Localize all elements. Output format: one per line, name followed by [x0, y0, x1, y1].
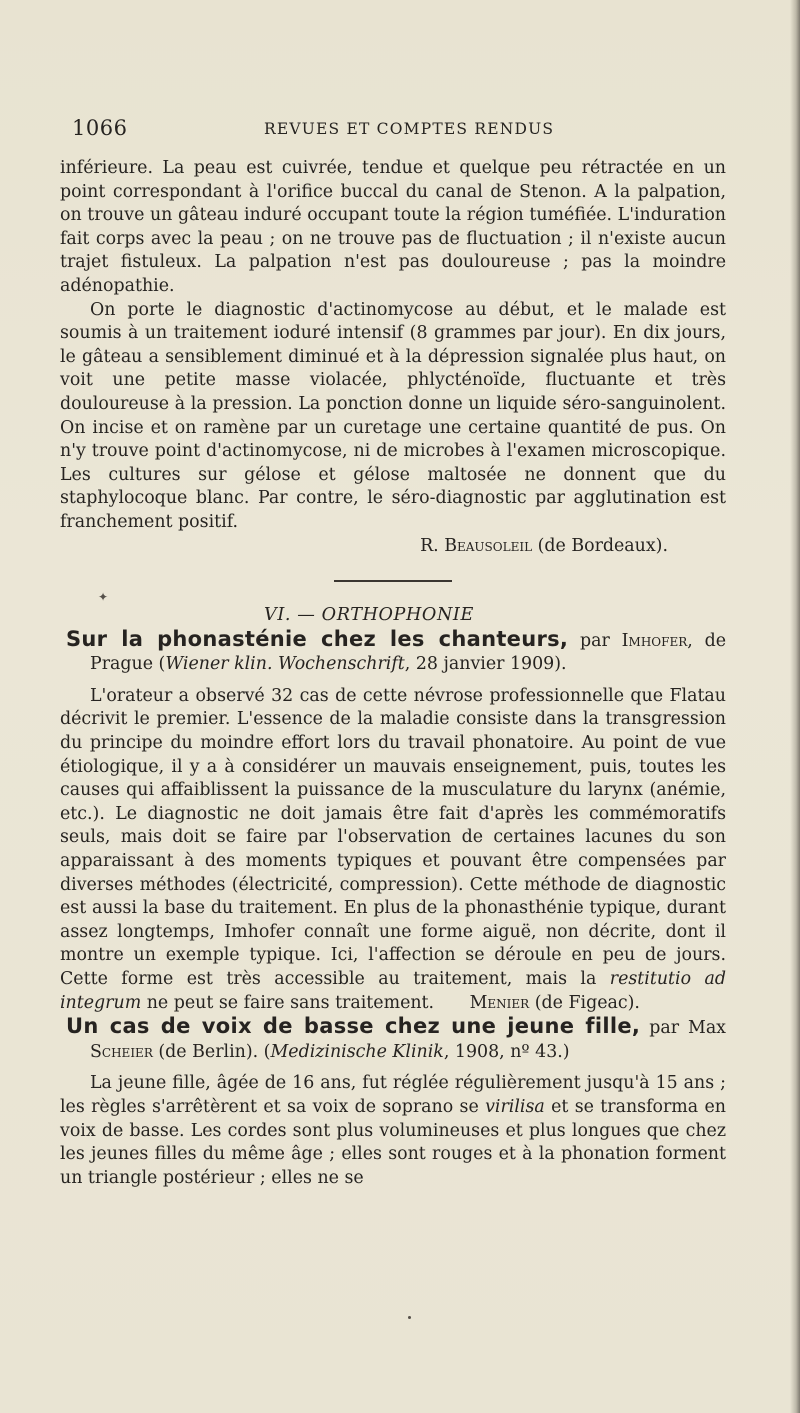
signature — [470, 993, 640, 1013]
article-by: par — [580, 630, 610, 651]
body-text: L'orateur a observé 32 cas de cette névrose professionnelle que Flatau décrivit le premier. L'essence de la maladie consiste dans la transgression du principe du moindre effort lors du travail phonatoire. Au point de vue étiologique, il y a à considérer un mauvais enseignement, puis, toutes les causes qui affaiblissent la puissance de la musculature du larynx (anémie, etc.). Le diagnostic ne doit jamais être fait d'après les commémoratifs seuls, mais doit se faire par l'observation de certaines lacunes du son apparaissant à des moments typiques et pouvant être compensées par diverses méthodes (électricité, compression). Cette méthode de diagnostic est aussi la base du traitement. En plus de la phonasthénie typique, durant assez longtemps, Imhofer connaît une forme aiguë, non décrite, dont il montre un exemple typique. Ici, l'affection se déroule en peu de jours. Cette forme est très accessible au traitement, mais la — [60, 685, 726, 989]
article-author: Imhofer — [621, 630, 688, 651]
paragraph — [60, 685, 726, 1015]
paragraph: inférieure. La peau est cuivrée, tendue et quelque peu rétractée en un point correspondant à l'orifice buccal du canal de Stenon. A la palpation, on trouve un gâteau induré occupant toute la région tuméfiée. L'induration fait corps avec la peau ; on ne trouve pas de fluctuation ; il n'existe aucun trajet fistuleux. La palpation n'est pas douloureuse ; pas la moindre adénopathie. — [60, 158, 726, 296]
article-by: par Max — [649, 1018, 726, 1039]
body-text: ne peut se faire sans traitement. — [141, 992, 435, 1013]
body-text: et se transforma en voix de basse. Les cordes sont plus volumineuses et plus longues que chez les jeunes filles du même âge ; elles sont rouges et à la phonation forment un triangle postérieur ; elles ne se — [60, 1096, 726, 1188]
body-text: La jeune fille, âgée de 16 ans, fut réglée régulièrement jusqu'à 15 ans ; les règles s'arrêtèrent et sa voix de soprano se — [60, 1073, 726, 1117]
article-journal: Medizinische Klinik — [270, 1041, 444, 1062]
running-title: REVUES ET COMPTES RENDUS — [264, 120, 555, 138]
signature — [60, 535, 726, 559]
stray-mark: ✦ — [98, 590, 109, 604]
article-title: Sur la phonasténie chez les chanteurs, — [66, 626, 569, 651]
article-heading — [60, 628, 726, 677]
page-number: 1066 — [72, 116, 128, 140]
article-date: , 1908, nº 43.) — [443, 1041, 570, 1062]
stray-dot — [408, 1316, 411, 1319]
article-author-place: (de Berlin). ( — [152, 1041, 271, 1062]
article-author: Scheier — [90, 1041, 153, 1062]
paragraph — [60, 1072, 726, 1190]
latin-phrase: restitutio ad integrum — [60, 969, 726, 1013]
text-column — [60, 157, 726, 1190]
signature-name: R. Beausoleil — [420, 535, 533, 556]
signature-name: Menier — [469, 992, 530, 1013]
article-date: , 28 janvier 1909). — [404, 654, 567, 675]
article-author-place: , de Prague ( — [90, 630, 727, 675]
section-divider — [334, 580, 452, 582]
page-header — [66, 112, 726, 142]
latin-phrase: virilisa — [485, 1096, 545, 1117]
signature-place: (de Figeac). — [529, 992, 640, 1013]
signature-place: (de Bordeaux). — [537, 535, 668, 556]
paragraph: On porte le diagnostic d'actinomycose au début, et le malade est soumis à un traitement ioduré intensif (8 grammes par jour). En dix jours, le gâteau a sensiblement diminué et à la dépression signalée plus haut, on voit une petite masse violacée, phlycténoïde, fluctuante et très douloureuse à la pression. La ponction donne un liquide séro-sanguinolent. On incise et on ramène par un curetage une certaine quantité de pus. On n'y trouve point d'actinomycose, ni de microbes à l'examen microscopique. Les cultures sur gélose et gélose maltosée ne donnent que du staphylocoque blanc. Par contre, le séro-diagnostic par agglutination est franchement positif. — [60, 299, 726, 532]
article-title: Un cas de voix de basse chez une jeune fille, — [66, 1014, 641, 1039]
article-journal: Wiener klin. Wochenschrift — [165, 654, 405, 675]
page-edge-shadow — [790, 0, 800, 1413]
section-title: VI. — ORTHOPHONIE — [264, 605, 474, 626]
article-heading — [60, 1015, 726, 1064]
